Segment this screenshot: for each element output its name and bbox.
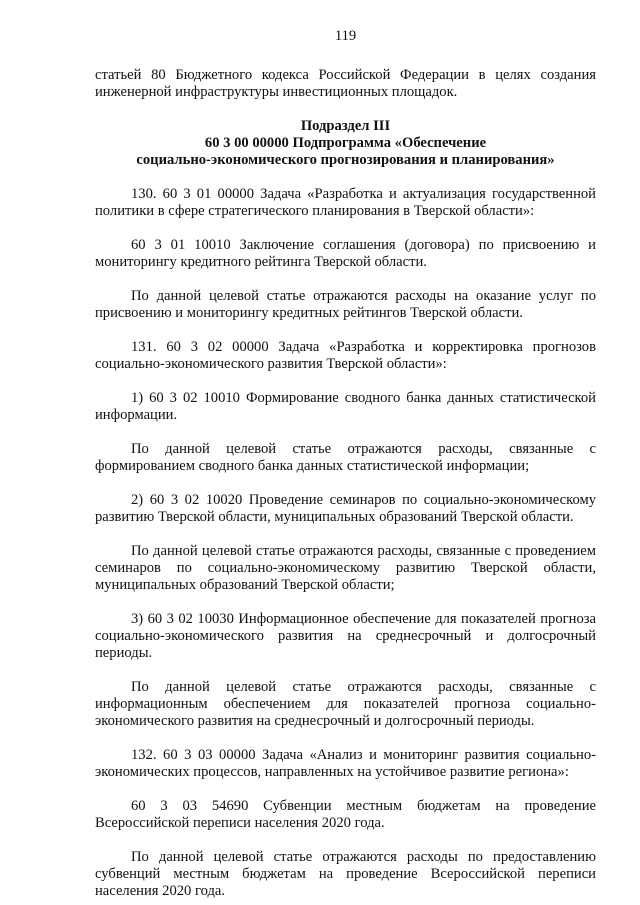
paragraph-130: 130. 60 3 01 00000 Задача «Разработка и актуализация государственной политики в сфере стратегического планирования в Тверской области»:: [95, 186, 596, 219]
paragraph: По данной целевой статье отражаются расходы на оказание услуг по присвоению и мониторингу кредитных рейтингов Тверской области.: [95, 288, 596, 321]
heading-line-1: Подраздел III: [300, 118, 391, 134]
heading-line-2: 60 3 00 00000 Подпрограмма «Обеспечение: [204, 135, 487, 151]
heading-line-3: социально-экономического прогнозирования и планирования»: [136, 152, 555, 168]
page-number: 119: [334, 28, 357, 44]
paragraph-131: 131. 60 3 02 00000 Задача «Разработка и корректировка прогнозов социально-экономического развития Тверской области»:: [95, 339, 596, 372]
paragraph: По данной целевой статье отражаются расходы, связанные с проведением семинаров по социально-экономическому развитию Тверской области, муниципальных образований Тверской области;: [95, 543, 596, 593]
paragraph: 1) 60 3 02 10010 Формирование сводного банка данных статистической информации.: [95, 390, 596, 423]
intro-paragraph: статьей 80 Бюджетного кодекса Российской Федерации в целях создания инженерной инфраструктуры инвестиционных площадок.: [95, 67, 596, 100]
section-heading: [95, 118, 596, 169]
paragraph: По данной целевой статье отражаются расходы, связанные с информационным обеспечением для показателей прогноза социально-экономического развития на среднесрочный и долгосрочный периоды.: [95, 679, 596, 729]
paragraph: 2) 60 3 02 10020 Проведение семинаров по социально-экономическому развитию Тверской области, муниципальных образований Тверской области.: [95, 492, 596, 525]
paragraph: 60 3 03 54690 Субвенции местным бюджетам на проведение Всероссийской переписи населения 2020 года.: [95, 798, 596, 831]
paragraph: 3) 60 3 02 10030 Информационное обеспечение для показателей прогноза социально-экономического развития на среднесрочный и долгосрочный периоды.: [95, 611, 596, 661]
paragraph-132: 132. 60 3 03 00000 Задача «Анализ и мониторинг развития социально-экономических процессов, направленных на устойчивое развитие региона»:: [95, 747, 596, 780]
paragraph: По данной целевой статье отражаются расходы по предоставлению субвенций местным бюджетам на проведение Всероссийской переписи населения 2020 года.: [95, 849, 596, 899]
paragraph: По данной целевой статье отражаются расходы, связанные с формированием сводного банка данных статистической информации;: [95, 441, 596, 474]
paragraph: 60 3 01 10010 Заключение соглашения (договора) по присвоению и мониторингу кредитного рейтинга Тверской области.: [95, 237, 596, 270]
